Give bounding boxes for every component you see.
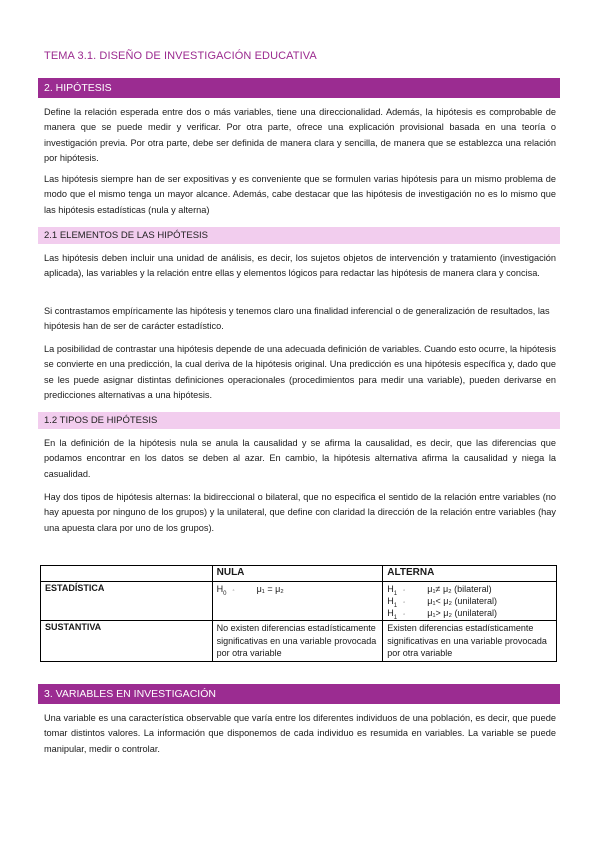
paragraph: Si contrastamos empíricamente las hipótesis y tenemos claro una finalidad inferencial o de generalización de resultados, las hipótesis han de ser de carácter estadístico. bbox=[44, 306, 550, 332]
h1-subscript: 1 bbox=[393, 614, 398, 621]
section-heading-hipotesis: 2. HIPÓTESIS bbox=[38, 78, 560, 98]
h0-subscript: 0 bbox=[223, 590, 227, 597]
table-header-empty bbox=[41, 566, 213, 582]
paragraph: Define la relación esperada entre dos o más variables, tiene una direccionalidad. Además, la hipótesis es comprobable de manera que se puede medir y verificar. Por otra parte, ofrece una explicación provisional basada en una teoría o investigación previa. Por otra parte, debe ser definida de manera clara y sencilla, de manera que se establezca una relación por hipótesis. bbox=[44, 107, 556, 163]
table-header-row bbox=[41, 566, 557, 582]
cell-nula-estadistica: $H_0$ ◦ μ₁ = μ₂ bbox=[212, 582, 383, 621]
row-label-estadistica: ESTADÍSTICA bbox=[41, 582, 213, 621]
cell-alterna-sustantiva: Existen diferencias estadísticamente significativas en una variable provocada por otra variable bbox=[383, 621, 557, 662]
paragraph: La posibilidad de contrastar una hipótesis depende de una adecuada definición de variables. Cuando esto ocurre, la hipótesis se convierte en una predicción, la cual deriva de la hipótesis original. Una predicción es una hipótesis específica y, dado que se les puede asignar distintas definiciones operacionales (procedimientos para medir una variable), pueden derivarse en predicciones alternativas a una hipótesis. bbox=[44, 344, 556, 400]
table-header-nula: NULA bbox=[212, 566, 383, 582]
subsection-heading-tipos: 1.2 TIPOS DE HIPÓTESIS bbox=[38, 412, 560, 429]
paragraph: Las hipótesis deben incluir una unidad de análisis, es decir, los sujetos objetos de intervención y tratamiento (investigación aplicada), las variables y la relación entre ellas y elementos lógicos para redactar las hipótesis de manera clara y concisa. bbox=[44, 253, 556, 279]
subsection-heading-elementos: 2.1 ELEMENTOS DE LAS HIPÓTESIS bbox=[38, 227, 560, 244]
document-title: TEMA 3.1. DISEÑO DE INVESTIGACIÓN EDUCATIVA bbox=[44, 50, 317, 62]
table-row bbox=[41, 582, 557, 621]
paragraph: En la definición de la hipótesis nula se anula la causalidad y se afirma la causalidad, es decir, que las diferencias que podamos encontrar en los datos se deben al azar. En cambio, la hipótesis alternativa afirma la causalidad y niega la casualidad. bbox=[44, 438, 556, 479]
section-heading-variables: 3. VARIABLES EN INVESTIGACIÓN bbox=[38, 684, 560, 704]
paragraph: Una variable es una característica observable que varía entre los diferentes individuos de una población, es decir, que puede tomar distintos valores. La información que disponemos de cada individuo es resumida en variables. La variable se puede manipular, medir o controlar. bbox=[44, 713, 556, 754]
hypothesis-table bbox=[40, 565, 557, 662]
table-header-alterna: ALTERNA bbox=[383, 566, 557, 582]
h1-symbol: H bbox=[387, 596, 394, 606]
paragraph: Hay dos tipos de hipótesis alternas: la bidireccional o bilateral, que no especifica el sentido de la relación entre variables (no hay apuesta por ninguno de los grupos) y la unilateral, que define con claridad la dirección de la relación entre variables (hay una apuesta clara por uno de los grupos). bbox=[44, 492, 556, 533]
alterna-relation-unilateral-less: μ₁< μ₂ (unilateral) bbox=[427, 596, 497, 606]
h1-subscript: 1 bbox=[393, 602, 398, 609]
cell-alterna-estadistica: $H_1$ ◦ μ₁≠ μ₂ (bilateral) $H_1$ ◦ μ₁< μ₂ (unilateral) $H_1$ ◦ μ₁> μ₂ (unilateral) bbox=[383, 582, 557, 621]
h1-symbol: H bbox=[387, 584, 394, 594]
table-row bbox=[41, 621, 557, 662]
h1-subscript: 1 bbox=[393, 590, 398, 597]
alterna-relation-unilateral-greater: μ₁> μ₂ (unilateral) bbox=[427, 608, 497, 618]
cell-nula-sustantiva: No existen diferencias estadísticamente significativas en una variable provocada por otra variable bbox=[212, 621, 383, 662]
nula-relation: μ₁ = μ₂ bbox=[256, 584, 284, 594]
paragraph: Las hipótesis siempre han de ser expositivas y es conveniente que se formulen varias hipótesis para un mismo problema de modo que el mismo tenga un mayor alcance. Además, cabe destacar que las hipótesis de investigación no es lo mismo que las hipótesis estadísticas (nula y alterna) bbox=[44, 174, 556, 215]
alterna-relation-bilateral: μ₁≠ μ₂ (bilateral) bbox=[427, 584, 492, 594]
row-label-sustantiva: SUSTANTIVA bbox=[41, 621, 213, 662]
h0-symbol: H bbox=[216, 584, 224, 594]
h1-symbol: H bbox=[387, 608, 394, 618]
